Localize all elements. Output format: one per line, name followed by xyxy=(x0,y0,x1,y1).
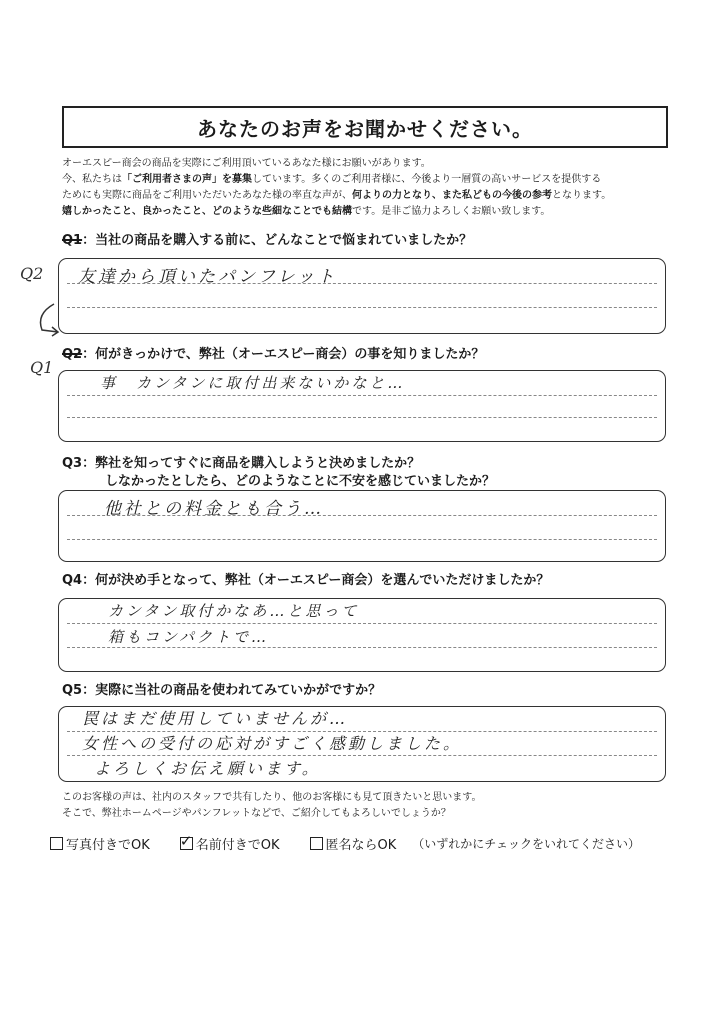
consent-options xyxy=(50,834,640,853)
question-text: ：当社の商品を購入する前に、どんなことで悩まれていましたか？ xyxy=(82,233,473,248)
intro-text xyxy=(62,156,682,220)
arrow-icon xyxy=(32,300,62,340)
question-text: ：何がきっかけで、弊社（オーエスピー商会）の事を知りましたか？ xyxy=(82,347,485,362)
intro-line: 今、私たちは「ご利用者さまの声」を募集しています。多くのご利用者様に、今後より一層質の高いサービスを提供する xyxy=(62,174,602,185)
consent-anonymous-label: 匿名ならOK xyxy=(325,838,397,853)
check-mark-icon: ✓ xyxy=(179,832,193,850)
question-number: Q5 xyxy=(62,683,83,698)
margin-note: Q1 xyxy=(30,358,54,377)
intro-line: オーエスピー商会の商品を実際にご利用頂いているあなた様にお願いがあります。 xyxy=(62,158,431,169)
footer-line: このお客様の声は、社内のスタッフで共有したり、他のお客様にも見て頂きたいと思います。 xyxy=(62,792,482,803)
question-text: ：何が決め手となって、弊社（オーエスピー商会）を選んでいただけましたか？ xyxy=(82,573,550,588)
handwritten-answer: 箱もコンパクトで… xyxy=(108,628,269,646)
question-3-line2: しなかったとしたら、どのようなことに不安を感じていましたか？ xyxy=(105,474,496,489)
consent-anonymous[interactable] xyxy=(310,834,397,853)
intro-line: ためにも実際に商品をご利用いただいたあなた様の率直な声が、何よりの力となり、また私どもの今後の参考となります。 xyxy=(62,190,612,201)
question-number: Q4 xyxy=(62,573,83,588)
consent-photo-label: 写真付きでOK xyxy=(66,838,150,853)
question-4 xyxy=(62,572,549,589)
handwritten-answer: 女性への受付の応対がすごく感動しました。 xyxy=(82,734,463,753)
footer-line: そこで、弊社ホームページやパンフレットなどで、ご紹介してもよろしいでしょうか？ xyxy=(62,808,451,819)
handwritten-answer: 罠はまだ使用していませんが… xyxy=(82,709,349,728)
consent-name-label: 名前付きでOK xyxy=(195,838,280,853)
question-5 xyxy=(62,682,381,699)
checkbox-photo[interactable] xyxy=(50,837,63,850)
checkbox-anonymous[interactable] xyxy=(310,837,323,850)
checkbox-name[interactable] xyxy=(179,832,193,850)
footer-text xyxy=(62,790,482,822)
handwritten-answer: 友達から頂いたパンフレット xyxy=(78,267,338,287)
intro-line: 嬉しかったこと、良かったこと、どのような些細なことでも結構です。是非ご協力よろしくお願い致します。 xyxy=(62,206,551,217)
consent-photo[interactable] xyxy=(50,834,150,853)
consent-note: （いずれかにチェックをいれてください） xyxy=(412,837,640,851)
question-text: ：弊社を知ってすぐに商品を購入しようと決めましたか？ xyxy=(82,456,421,471)
question-3 xyxy=(62,455,420,472)
question-text: ：実際に当社の商品を使われてみていかがですか？ xyxy=(82,683,382,698)
handwritten-answer: カンタン取付かなあ…と思って xyxy=(108,602,360,620)
handwritten-answer: 事 カンタンに取付出来ないかなと… xyxy=(100,374,406,392)
question-2 xyxy=(62,346,484,363)
question-number: Q3 xyxy=(62,456,83,471)
question-1 xyxy=(62,232,472,249)
consent-name[interactable] xyxy=(180,834,280,853)
question-number: Q2 xyxy=(62,347,83,362)
question-number: Q1 xyxy=(62,233,83,248)
page-title: あなたのお声をお聞かせください。 xyxy=(62,106,668,148)
handwritten-answer: よろしくお伝え願います。 xyxy=(94,759,321,778)
handwritten-answer: 他社との料金とも合う… xyxy=(104,499,324,519)
margin-note: Q2 xyxy=(20,264,44,283)
